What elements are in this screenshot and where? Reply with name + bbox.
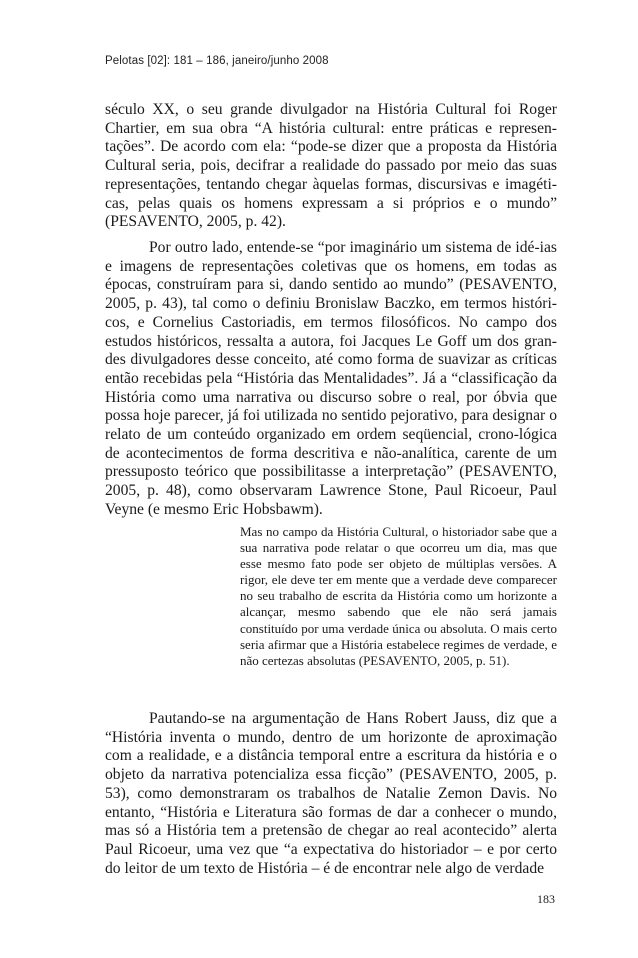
page-number: 183 bbox=[537, 892, 555, 906]
running-head: Pelotas [02]: 181 – 186, janeiro/junho 2008 bbox=[105, 55, 329, 67]
body-paragraph-2: Por outro lado, entende-se “por imaginário um sistema de idé-ias e imagens de representações coletivas que os homens, em todas as épocas, construíram para si, dando sentido ao mundo” (PESAVENTO, 2005, p. 43), tal como o definiu Bronislaw Baczko, em termos históri-cos, e Cornelius Castoriadis, em termos filosóficos. No campo dos estudos históricos, ressalta a autora, foi Jacques Le Goff um dos gran-des divulgadores desse conceito, até como forma de suavizar as críticas então recebidas pela “História das Mentalidades”. Já a “classificação da História como uma narrativa ou discurso sobre o real, por óbvia que possa hoje parecer, já foi utilizada no sentido pejorativo, para designar o relato de um conteúdo organizado em ordem seqüencial, crono-lógica de acontecimentos de forma descritiva e não-analítica, carente de um pressuposto teórico que possibilitasse a interpretação” (PESAVENTO, 2005, p. 48), como observaram Lawrence Stone, Paul Ricoeur, Paul Veyne (e mesmo Eric Hobsbawm). bbox=[105, 239, 557, 518]
body-paragraph-1: século XX, o seu grande divulgador na História Cultural foi Roger Chartier, em sua obra “A história cultural: entre práticas e represen-tações”. De acordo com ela: “pode-se dizer que a proposta da História Cultural seria, pois, decifrar a realidade do passado por meio das suas representações, tentando chegar àquelas formas, discursivas e imagéti-cas, pelas quais os homens expressam a si próprios e o mundo” (PESAVENTO, 2005, p. 42). bbox=[105, 101, 557, 231]
block-quote: Mas no campo da História Cultural, o historiador sabe que a sua narrativa pode relatar o que ocorreu um dia, mas que esse mesmo fato pode ser objeto de múltiplas versões. A rigor, ele deve ter em mente que a verdade deve comparecer no seu trabalho de escrita da História como um horizonte a alcançar, mesmo sabendo que ele não será jamais constituído por uma verdade única ou absoluta. O mais certo seria afirmar que a História estabelece regimes de verdade, e não certezas absolutas (PESAVENTO, 2005, p. 51). bbox=[240, 524, 557, 668]
body-paragraph-3: Pautando-se na argumentação de Hans Robert Jauss, diz que a “História inventa o mundo, dentro de um horizonte de aproximação com a realidade, e a distância temporal entre a escritura da história e o objeto da narrativa potencializa essa ficção” (PESAVENTO, 2005, p. 53), como demonstraram os trabalhos de Natalie Zemon Davis. No entanto, “História e Literatura são formas de dar a conhecer o mundo, mas só a História tem a pretensão de chegar ao real acontecido” alerta Paul Ricoeur, uma vez que “a expectativa do historiador – e por certo do leitor de um texto de História – é de encontrar nele algo de verdade bbox=[105, 710, 557, 877]
